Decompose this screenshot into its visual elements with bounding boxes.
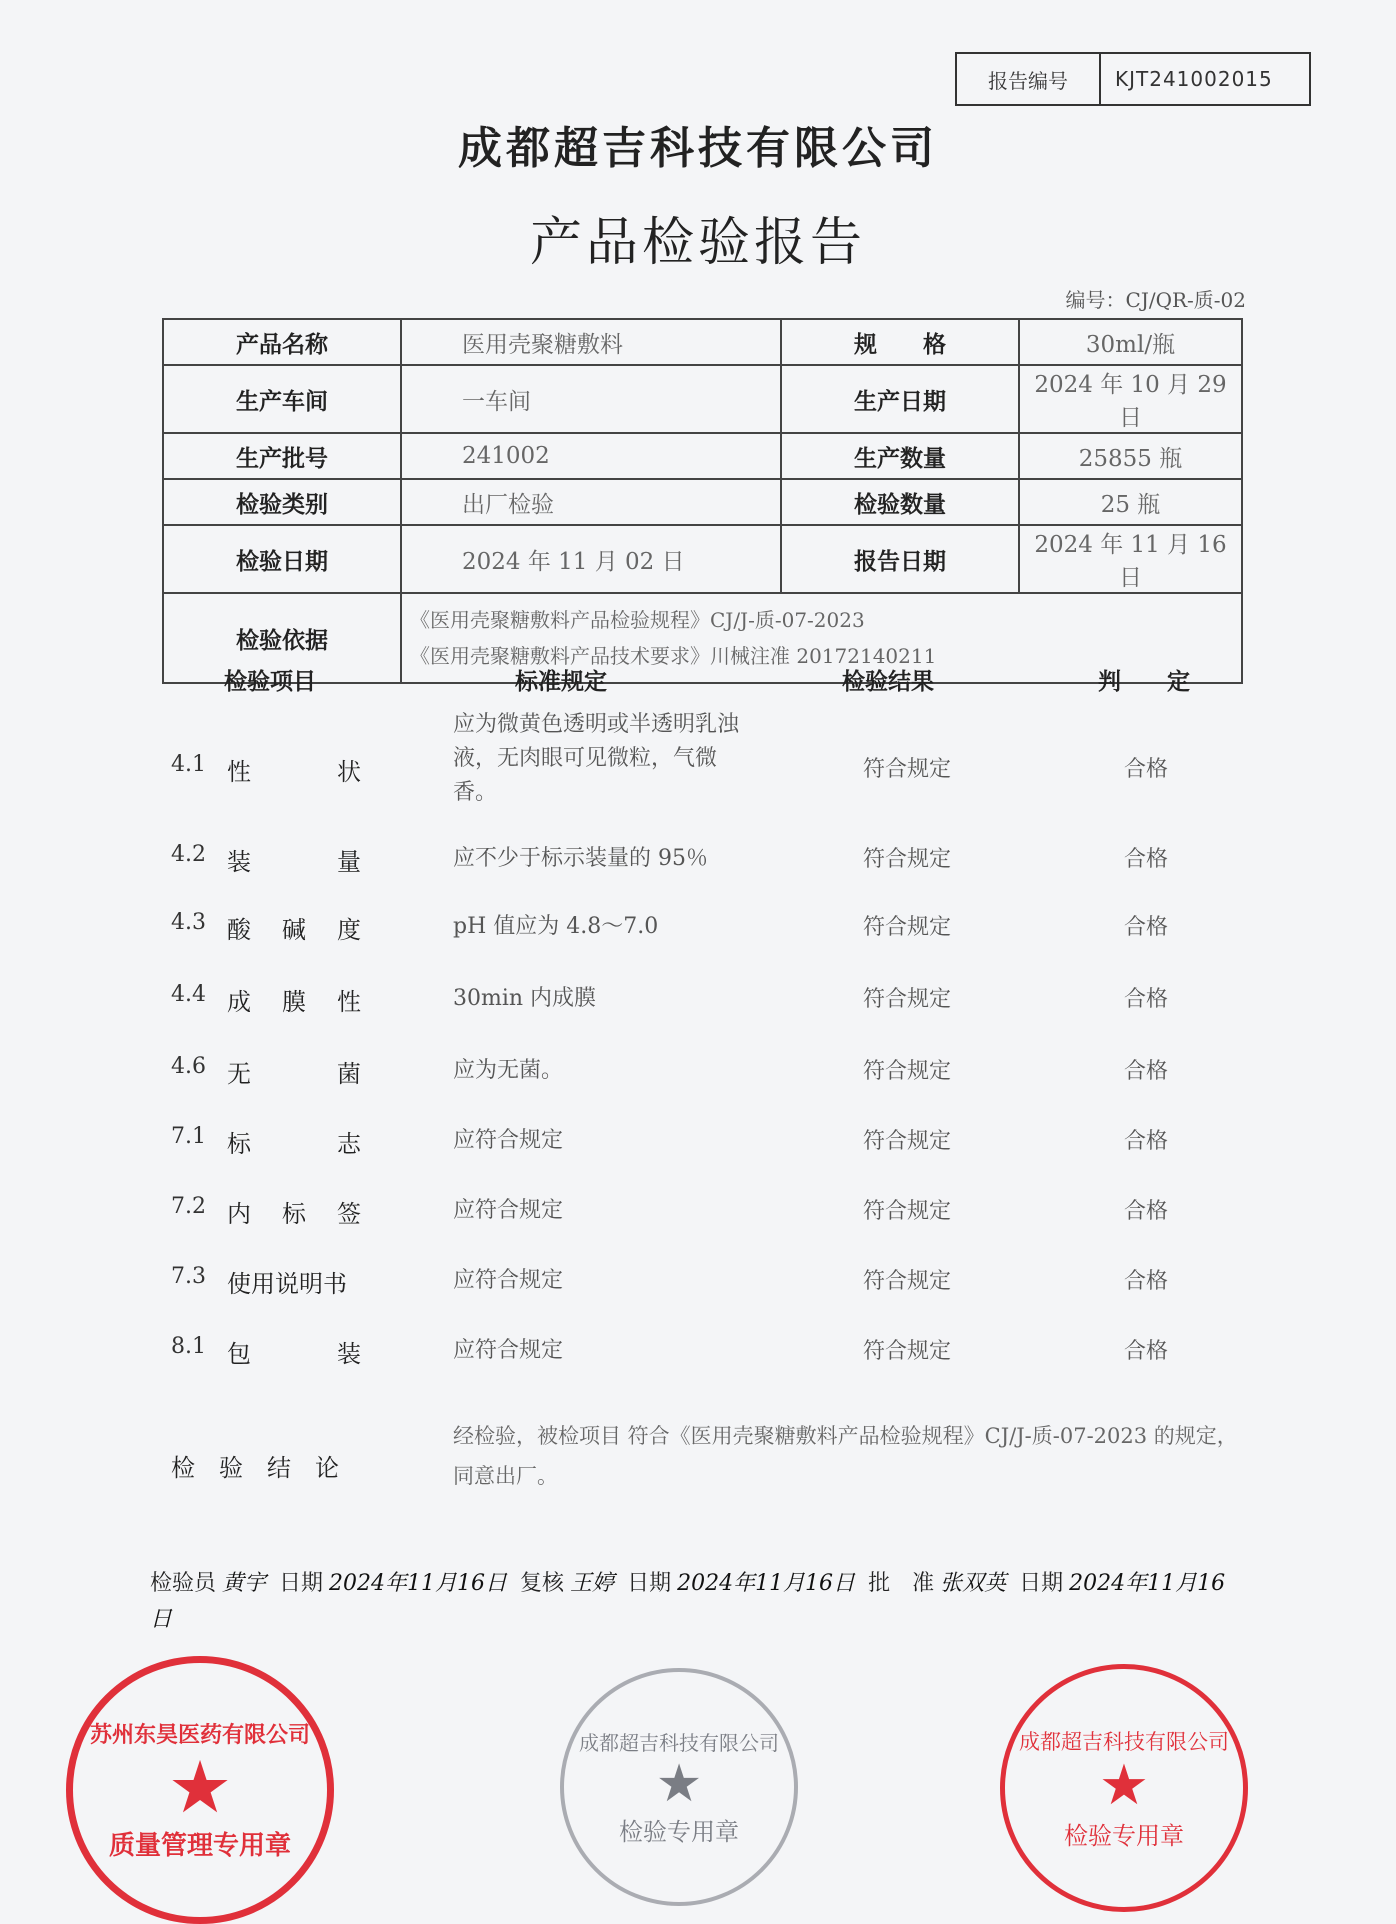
red-inspection-stamp — [1000, 1664, 1248, 1912]
header-result: 检验结果 — [842, 669, 934, 695]
item-name-char: 无 — [227, 1060, 251, 1088]
report-number-value: KJT241002015 — [1115, 67, 1273, 91]
label: 生产车间 — [163, 365, 401, 433]
workshop: 一车间 — [401, 365, 781, 433]
item-number: 7.1 — [171, 1124, 206, 1149]
inspector-signature: 黄宇 — [222, 1571, 267, 1596]
item-verdict: 合格 — [1124, 847, 1169, 872]
item-name — [227, 842, 361, 877]
reviewer-date: 2024年11月16日 — [677, 1571, 856, 1596]
label: 规 格 — [781, 319, 1019, 365]
item-name — [227, 752, 361, 787]
label: 产品名称 — [163, 319, 401, 365]
production-date: 2024 年 10 月 29 日 — [1019, 365, 1242, 433]
conclusion-label: 检 验 结 论 — [171, 1454, 339, 1482]
date-label: 日期 — [279, 1571, 324, 1596]
item-number: 8.1 — [171, 1334, 206, 1359]
item-result: 符合规定 — [863, 1269, 952, 1294]
conclusion-text: 经检验，被检项目 符合《医用壳聚糖敷料产品检验规程》CJ/J-质-07-2023 的规定，同意出厂。 — [453, 1424, 1238, 1488]
item-standard: 应符合规定 — [453, 1338, 564, 1363]
report-date: 2024 年 11 月 16 日 — [1019, 525, 1242, 593]
item-name-char: 度 — [337, 916, 361, 944]
item-name-char: 标 — [282, 1200, 306, 1228]
header-standard: 标准规定 — [515, 669, 607, 695]
item-result: 符合规定 — [863, 847, 952, 872]
item-result: 符合规定 — [863, 915, 952, 940]
label: 生产批号 — [163, 433, 401, 479]
item-name-char: 碱 — [282, 916, 306, 944]
item-number: 4.4 — [171, 982, 206, 1007]
item-name-char: 菌 — [337, 1060, 361, 1088]
production-quantity: 25855 瓶 — [1019, 433, 1242, 479]
label: 检验依据 — [163, 593, 401, 683]
inspection-date: 2024 年 11 月 02 日 — [401, 525, 781, 593]
item-verdict: 合格 — [1124, 915, 1169, 940]
item-verdict: 合格 — [1124, 757, 1169, 782]
item-name-char: 成 — [227, 988, 251, 1016]
item-verdict: 合格 — [1124, 1199, 1169, 1224]
label: 报告日期 — [781, 525, 1019, 593]
item-result: 符合规定 — [863, 1059, 952, 1084]
item-number: 4.3 — [171, 910, 206, 935]
page-title: 产品检验报告 — [529, 213, 866, 273]
star-icon: ★ — [1098, 1752, 1150, 1818]
item-name-char: 性 — [227, 758, 251, 786]
item-name-char: 状 — [337, 758, 361, 786]
inspection-quantity: 25 瓶 — [1019, 479, 1242, 525]
inspector-date: 2024年11月16日 — [329, 1571, 508, 1596]
item-number: 4.6 — [171, 1054, 206, 1079]
item-name-char: 包 — [227, 1340, 251, 1368]
item-result: 符合规定 — [863, 1129, 952, 1154]
item-name-char: 签 — [337, 1200, 361, 1228]
item-standard: 应为无菌。 — [453, 1058, 564, 1083]
item-name — [227, 1264, 361, 1299]
item-number: 4.1 — [171, 752, 206, 777]
item-standard: 应符合规定 — [453, 1268, 564, 1293]
approver-label: 批 准 — [868, 1571, 935, 1596]
spec: 30ml/瓶 — [1019, 319, 1242, 365]
item-name-char: 内 — [227, 1200, 251, 1228]
item-standard: 应不少于标示装量的 95％ — [453, 846, 708, 871]
company-name: 成都超吉科技有限公司 — [458, 123, 938, 174]
star-icon: ★ — [167, 1745, 233, 1829]
item-name-char: 性 — [337, 988, 361, 1016]
basis-line: 《医用壳聚糖敷料产品技术要求》川械注准 20172140211 — [410, 644, 937, 668]
item-verdict: 合格 — [1124, 987, 1169, 1012]
item-standard: pH 值应为 4.8～7.0 — [453, 914, 659, 939]
label: 生产数量 — [781, 433, 1019, 479]
suzhou-quality-stamp — [66, 1656, 334, 1924]
product-info-table — [162, 318, 1243, 684]
approver-signature: 张双英 — [940, 1571, 1007, 1596]
item-name-char: 使用说明书 — [227, 1270, 347, 1298]
label: 检验类别 — [163, 479, 401, 525]
stamp-center-text: 质量管理专用章 — [108, 1831, 291, 1861]
item-standard: 应符合规定 — [453, 1128, 564, 1153]
stamp-ring-text: 苏州东昊医药有限公司 — [89, 1723, 310, 1748]
item-number: 7.3 — [171, 1264, 206, 1289]
label: 检验数量 — [781, 479, 1019, 525]
header-item: 检验项目 — [224, 669, 316, 695]
item-result: 符合规定 — [863, 1199, 952, 1224]
item-name — [227, 1334, 361, 1369]
approver-date: 2024年11月16日 — [150, 1571, 1226, 1632]
grey-inspection-stamp — [560, 1668, 798, 1906]
inspector-label: 检验员 — [150, 1571, 217, 1596]
item-standard: 应符合规定 — [453, 1198, 564, 1223]
stamp-ring-text: 成都超吉科技有限公司 — [579, 1731, 779, 1755]
item-name-char: 酸 — [227, 916, 251, 944]
item-number: 4.2 — [171, 842, 206, 867]
stamp-center-text: 检验专用章 — [619, 1818, 739, 1846]
report-number-label: 报告编号 — [957, 54, 1101, 104]
date-label: 日期 — [627, 1571, 672, 1596]
item-name — [227, 1124, 361, 1159]
date-label: 日期 — [1019, 1571, 1064, 1596]
reviewer-signature: 王婷 — [570, 1571, 615, 1596]
item-name-char: 装 — [227, 848, 251, 876]
report-number-box — [955, 52, 1311, 106]
product-name: 医用壳聚糖敷料 — [401, 319, 781, 365]
item-name-char: 量 — [337, 848, 361, 876]
stamp-center-text: 检验专用章 — [1064, 1821, 1184, 1850]
item-result: 符合规定 — [863, 987, 952, 1012]
item-name — [227, 1054, 361, 1089]
item-verdict: 合格 — [1124, 1339, 1169, 1364]
item-standard: 应为微黄色透明或半透明乳浊液，无肉眼可见微粒，气微香。 — [453, 712, 740, 805]
inspection-type: 出厂检验 — [401, 479, 781, 525]
document-code: 编号：CJ/QR-质-02 — [1065, 288, 1246, 312]
item-name-char: 标 — [227, 1130, 251, 1158]
item-name — [227, 982, 361, 1017]
star-icon: ★ — [655, 1754, 703, 1814]
item-verdict: 合格 — [1124, 1059, 1169, 1084]
batch-number: 241002 — [401, 433, 781, 479]
label: 生产日期 — [781, 365, 1019, 433]
item-standard: 30min 内成膜 — [453, 986, 597, 1011]
reviewer-label: 复核 — [520, 1571, 565, 1596]
item-name — [227, 910, 361, 945]
label: 检验日期 — [163, 525, 401, 593]
item-name-char: 志 — [337, 1130, 361, 1158]
signature-line — [150, 1566, 1250, 1638]
item-number: 7.2 — [171, 1194, 206, 1219]
item-name-char: 膜 — [282, 988, 306, 1016]
item-name-char: 装 — [337, 1340, 361, 1368]
item-verdict: 合格 — [1124, 1269, 1169, 1294]
header-verdict: 判 定 — [1098, 669, 1190, 695]
basis-line: 《医用壳聚糖敷料产品检验规程》CJ/J-质-07-2023 — [410, 608, 865, 632]
item-verdict: 合格 — [1124, 1129, 1169, 1154]
stamp-ring-text: 成都超吉科技有限公司 — [1019, 1729, 1229, 1754]
item-result: 符合规定 — [863, 1339, 952, 1364]
item-name — [227, 1194, 361, 1229]
item-result: 符合规定 — [863, 757, 952, 782]
